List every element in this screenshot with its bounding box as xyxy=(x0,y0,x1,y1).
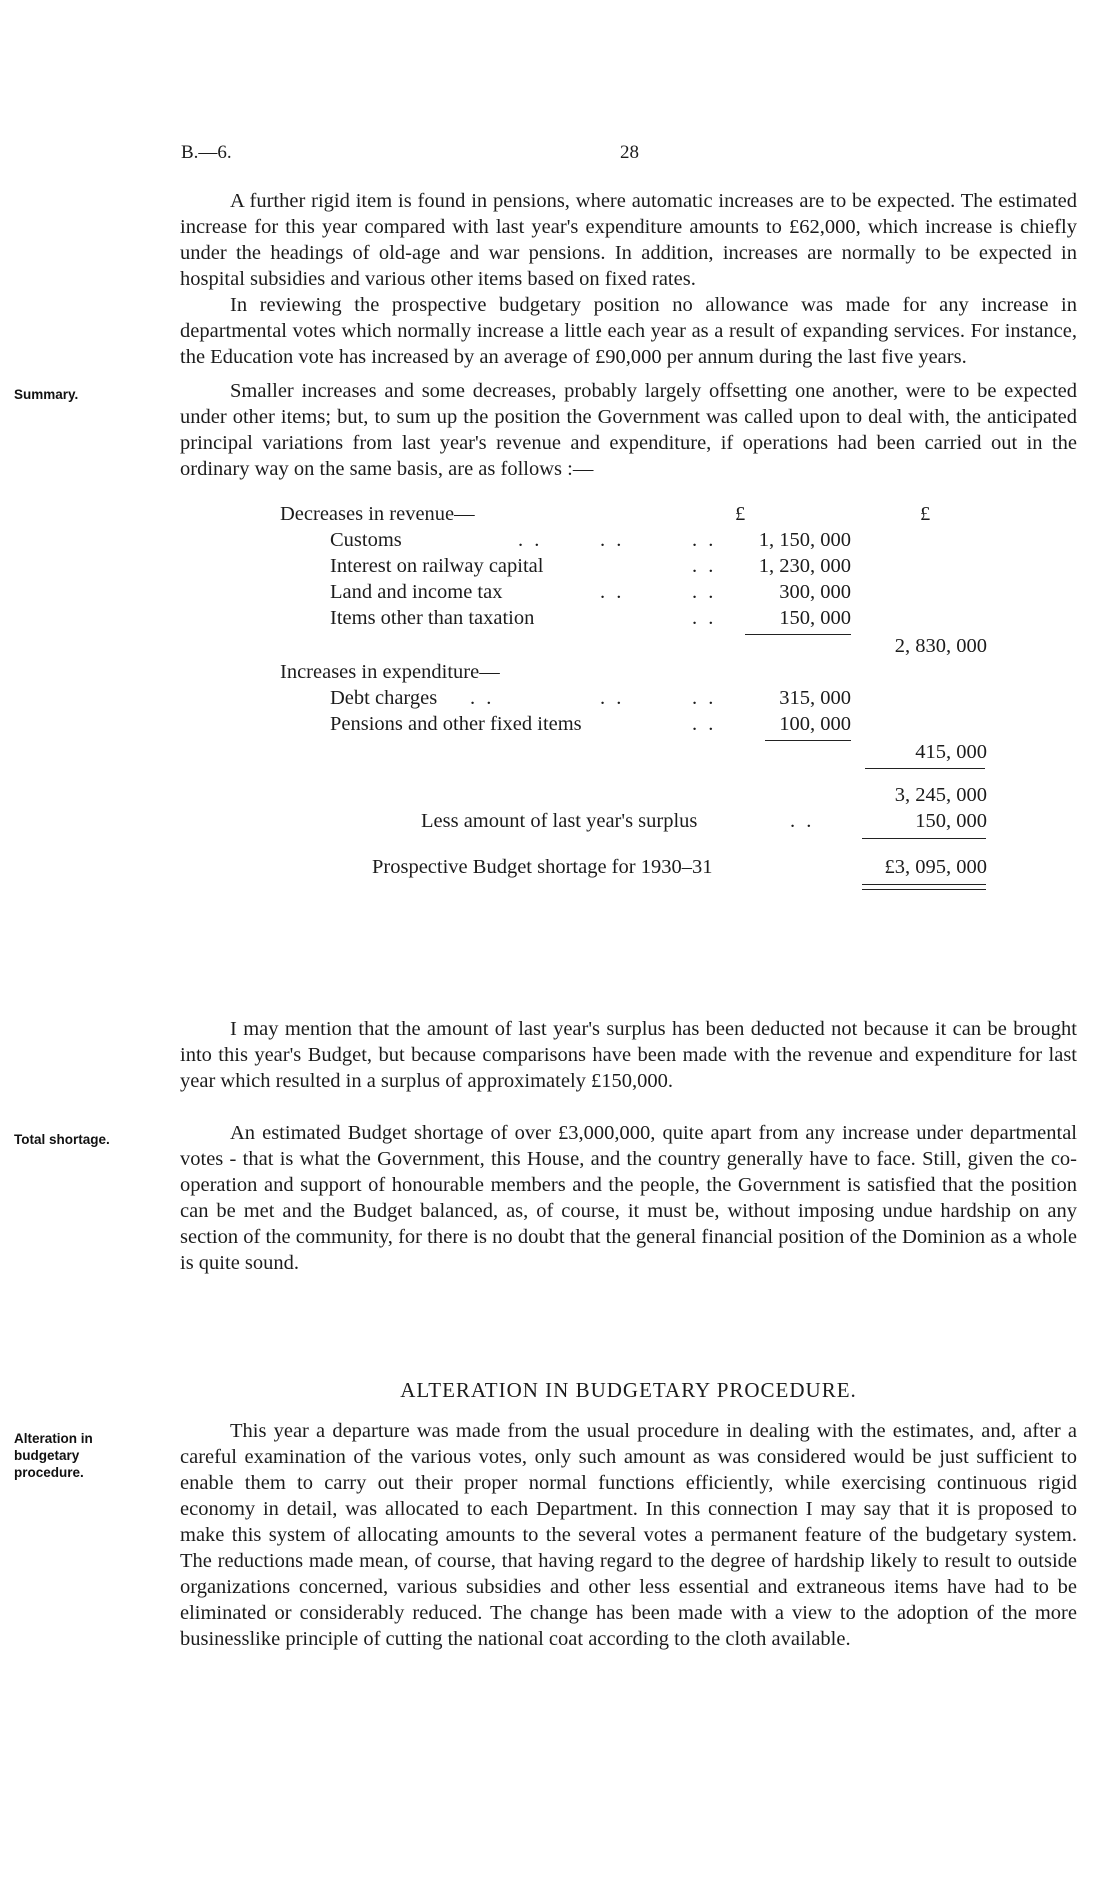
increases-total: 415, 000 xyxy=(915,741,987,763)
leader-dots: . . xyxy=(600,581,625,603)
leader-dots: . . xyxy=(518,529,543,551)
margin-note-line: procedure. xyxy=(14,1465,84,1480)
decrease-label: Land and income tax xyxy=(330,581,503,603)
paragraph-alteration: This year a departure was made from the usual procedure in dealing with the estimates, and, after a careful examination of the various votes, only such amount as was considered would be just sufficient to enable them to carry out their proper normal functions efficiently, while exercising continuous rigid economy in detail, was allocated to each Department. In this connection I may say that it is proposed to make this system of allocating amounts to the several votes a permanent feature of the budgetary system. The reductions made mean, of course, that having regard to the degree of hardship likely to result to outside organizations concerned, various subsidies and other less essential and extraneous items have had to be eliminated or considerably reduced. The change has been made with a view to the adoption of the more businesslike principle of cutting the national coat according to the cloth available. xyxy=(180,1420,1077,1650)
increase-label: Debt charges xyxy=(330,687,438,709)
increases-heading: Increases in expenditure— xyxy=(280,661,500,683)
decrease-label: Interest on railway capital xyxy=(330,555,544,577)
decrease-amount: 1, 150, 000 xyxy=(758,529,851,551)
increase-amount: 100, 000 xyxy=(779,713,851,735)
column-rule xyxy=(765,740,851,741)
decrease-amount: 300, 000 xyxy=(779,581,851,603)
currency-header-col2: £ xyxy=(920,503,931,525)
page-header xyxy=(0,142,1114,172)
decreases-heading: Decreases in revenue— xyxy=(280,503,475,525)
leader-dots: . . xyxy=(692,555,717,577)
shortage-label: Prospective Budget shortage for 1930–31 xyxy=(372,856,713,878)
leader-dots: . . xyxy=(692,607,717,629)
leader-dots: . . xyxy=(692,529,717,551)
margin-note-total-shortage: Total shortage. xyxy=(14,1132,110,1147)
decrease-amount: 1, 230, 000 xyxy=(758,555,851,577)
decrease-label: Items other than taxation xyxy=(330,607,535,629)
leader-dots: . . xyxy=(692,713,717,735)
decrease-label: Customs xyxy=(330,529,402,551)
paragraph-total-shortage: An estimated Budget shortage of over £3,000,000, quite apart from any increase under departmental votes - that is what the Government, this House, and the country generally have to face. Still, given the co-operation and support of honourable members and the people, the Government is satisfied that the position can be met and the Budget balanced, as, of course, it must be, without imposing undue hardship on any section of the community, for there is no doubt that the general financial position of the Dominion as a whole is quite sound. xyxy=(180,1122,1077,1274)
double-rule-top xyxy=(862,884,986,885)
column-rule xyxy=(745,634,851,635)
paragraph-pensions: A further rigid item is found in pensions, where automatic increases are to be expected. The estimated increase for this year compared with last year's expenditure amounts to £62,000, which increase is chiefly under the headings of old-age and war pensions. In addition, increases are normally to be expected in hospital subsidies and various other items based on fixed rates. xyxy=(180,190,1077,290)
leader-dots: . . xyxy=(600,529,625,551)
currency-header-col1: £ xyxy=(735,503,746,525)
leader-dots: . . xyxy=(470,687,495,709)
increase-label: Pensions and other fixed items xyxy=(330,713,582,735)
increase-amount: 315, 000 xyxy=(779,687,851,709)
double-rule-bottom xyxy=(862,889,986,890)
column-rule xyxy=(862,838,986,839)
leader-dots: . . xyxy=(692,687,717,709)
less-surplus-label: Less amount of last year's surplus xyxy=(421,810,698,832)
page-number: 28 xyxy=(620,142,639,163)
subtotal: 3, 245, 000 xyxy=(894,784,987,806)
shortage-amount: £3, 095, 000 xyxy=(884,856,987,878)
section-heading: ALTERATION IN BUDGETARY PROCEDURE. xyxy=(400,1378,857,1402)
decreases-total: 2, 830, 000 xyxy=(894,635,987,657)
leader-dots: . . xyxy=(790,810,815,832)
leader-dots: . . xyxy=(600,687,625,709)
margin-note-summary: Summary. xyxy=(14,387,79,402)
column-rule xyxy=(865,768,985,769)
paragraph-surplus-note: I may mention that the amount of last year's surplus has been deducted not because it can be brought into this year's Budget, but because comparisons have been made with the revenue and expenditure for last year which resulted in a surplus of approximately £150,000. xyxy=(180,1018,1077,1092)
less-surplus-amount: 150, 000 xyxy=(915,810,987,832)
document-id: B.—6. xyxy=(181,142,232,163)
paragraph-summary: Smaller increases and some decreases, probably largely offsetting one another, were to be expected under other items; but, to sum up the position the Government was called upon to deal with, the anticipated principal variations from last year's revenue and expenditure, if operations had been carried out in the ordinary way on the same basis, are as follows :— xyxy=(180,380,1077,480)
paragraph-departmental-votes: In reviewing the prospective budgetary position no allowance was made for any increase in departmental votes which normally increase a little each year as a result of expanding services. For instance, the Education vote has increased by an average of £90,000 per annum during the last five years. xyxy=(180,294,1077,368)
leader-dots: . . xyxy=(692,581,717,603)
margin-note-alteration xyxy=(14,1430,93,1481)
margin-note-line: Alteration in xyxy=(14,1431,93,1446)
margin-note-line: budgetary xyxy=(14,1448,80,1463)
decrease-amount: 150, 000 xyxy=(779,607,851,629)
